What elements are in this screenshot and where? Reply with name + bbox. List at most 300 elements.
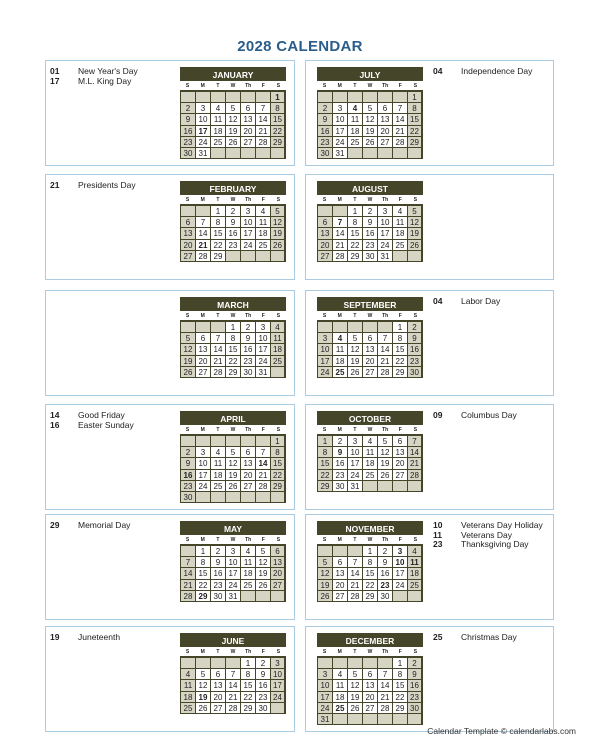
day-grid	[317, 545, 423, 602]
day-cell	[347, 92, 362, 103]
day-cell: 18	[270, 344, 285, 355]
day-cell: 13	[317, 228, 332, 239]
weekday-header	[317, 425, 423, 435]
day-cell: 10	[195, 458, 210, 469]
day-cell	[225, 92, 240, 103]
day-cell	[195, 658, 210, 669]
weekday-label: M	[332, 535, 347, 545]
day-cell: 3	[195, 447, 210, 458]
weekday-label: M	[195, 647, 210, 657]
day-cell: 27	[270, 580, 285, 591]
day-cell: 10	[347, 447, 362, 458]
holiday-item	[433, 297, 500, 307]
day-cell: 25	[392, 240, 407, 251]
day-cell: 8	[347, 217, 362, 228]
day-cell: 31	[347, 481, 362, 492]
day-cell: 31	[332, 148, 347, 159]
day-cell: 16	[225, 228, 240, 239]
day-cell: 14	[347, 568, 362, 579]
weekday-label: S	[408, 81, 423, 91]
day-cell: 2	[377, 546, 392, 557]
day-cell: 12	[195, 680, 210, 691]
day-cell: 1	[347, 206, 362, 217]
holiday-list	[50, 411, 134, 430]
day-cell: 25	[210, 137, 225, 148]
day-cell	[332, 322, 347, 333]
weekday-label: T	[347, 647, 362, 657]
day-cell: 8	[270, 103, 285, 114]
day-cell: 22	[270, 470, 285, 481]
day-cell: 29	[210, 251, 225, 262]
day-cell: 7	[377, 669, 392, 680]
day-cell: 7	[210, 333, 225, 344]
day-cell: 20	[377, 126, 392, 137]
holiday-item	[50, 181, 136, 191]
day-cell: 15	[317, 458, 332, 469]
day-cell: 24	[377, 240, 392, 251]
day-cell: 15	[392, 344, 407, 355]
day-cell: 16	[210, 568, 225, 579]
day-cell: 28	[407, 470, 422, 481]
day-cell: 27	[210, 703, 225, 714]
weekday-label: S	[317, 425, 332, 435]
day-cell: 19	[195, 692, 210, 703]
weekday-label: T	[210, 647, 225, 657]
weekday-label: F	[256, 195, 271, 205]
day-cell: 28	[210, 367, 225, 378]
day-cell: 8	[270, 447, 285, 458]
day-cell: 26	[180, 367, 195, 378]
day-cell: 15	[225, 344, 240, 355]
weekday-header	[180, 647, 286, 657]
day-cell: 20	[362, 356, 377, 367]
day-cell: 24	[392, 580, 407, 591]
day-cell: 21	[255, 126, 270, 137]
day-cell: 24	[195, 481, 210, 492]
weekday-label: M	[195, 195, 210, 205]
day-cell: 28	[255, 481, 270, 492]
holiday-name: Good Friday	[78, 410, 125, 420]
day-cell: 9	[255, 669, 270, 680]
day-cell: 17	[240, 228, 255, 239]
day-cell: 2	[225, 206, 240, 217]
day-cell: 19	[270, 228, 285, 239]
day-cell: 4	[210, 103, 225, 114]
day-grid	[180, 91, 286, 159]
day-cell: 23	[255, 692, 270, 703]
day-cell: 2	[210, 546, 225, 557]
day-cell: 25	[240, 580, 255, 591]
weekday-label: S	[271, 81, 286, 91]
weekday-label: W	[362, 311, 377, 321]
holiday-item	[50, 633, 120, 643]
month-name: MAY	[180, 521, 286, 535]
day-cell: 22	[270, 126, 285, 137]
day-cell: 17	[195, 126, 210, 137]
day-cell: 15	[210, 228, 225, 239]
page-title: 2028 CALENDAR	[237, 38, 363, 55]
holiday-name: Thanksgiving Day	[461, 539, 529, 550]
day-cell: 11	[180, 680, 195, 691]
day-cell: 23	[332, 470, 347, 481]
day-cell: 28	[255, 137, 270, 148]
day-cell: 6	[270, 546, 285, 557]
day-cell	[240, 251, 255, 262]
day-cell: 12	[347, 344, 362, 355]
weekday-label: Th	[241, 425, 256, 435]
day-cell: 29	[362, 591, 377, 602]
day-cell: 12	[180, 344, 195, 355]
day-cell: 14	[255, 114, 270, 125]
day-cell	[225, 436, 240, 447]
day-cell	[377, 92, 392, 103]
day-cell: 25	[332, 367, 347, 378]
day-cell: 6	[332, 557, 347, 568]
day-cell: 30	[362, 251, 377, 262]
weekday-label: S	[408, 195, 423, 205]
weekday-label: T	[347, 535, 362, 545]
day-cell: 3	[240, 206, 255, 217]
day-cell: 27	[362, 367, 377, 378]
day-cell	[347, 714, 362, 725]
weekday-label: T	[210, 425, 225, 435]
day-cell: 2	[362, 206, 377, 217]
day-cell: 5	[180, 333, 195, 344]
day-cell: 5	[195, 669, 210, 680]
holiday-item	[433, 411, 517, 421]
day-cell: 16	[377, 568, 392, 579]
day-cell: 8	[225, 333, 240, 344]
month-name: SEPTEMBER	[317, 297, 423, 311]
weekday-label: S	[408, 311, 423, 321]
day-cell: 2	[407, 322, 422, 333]
day-cell: 9	[317, 114, 332, 125]
day-cell: 19	[317, 580, 332, 591]
day-cell: 9	[225, 217, 240, 228]
day-cell: 24	[255, 356, 270, 367]
day-cell: 23	[225, 240, 240, 251]
day-cell: 15	[240, 680, 255, 691]
weekday-label: M	[332, 311, 347, 321]
day-cell: 16	[255, 680, 270, 691]
day-cell: 2	[317, 103, 332, 114]
day-cell: 25	[180, 703, 195, 714]
day-cell: 4	[210, 447, 225, 458]
weekday-label: S	[271, 195, 286, 205]
weekday-label: W	[362, 535, 377, 545]
weekday-label: W	[225, 647, 240, 657]
day-cell: 3	[195, 103, 210, 114]
day-cell: 15	[407, 114, 422, 125]
weekday-label: Th	[241, 535, 256, 545]
day-cell: 26	[407, 240, 422, 251]
day-cell	[225, 658, 240, 669]
day-cell	[377, 481, 392, 492]
day-cell	[377, 714, 392, 725]
day-cell: 1	[392, 658, 407, 669]
day-cell: 23	[210, 580, 225, 591]
weekday-label: F	[256, 425, 271, 435]
day-cell: 7	[332, 217, 347, 228]
day-cell: 14	[225, 680, 240, 691]
day-cell: 12	[347, 680, 362, 691]
day-cell: 6	[362, 669, 377, 680]
day-cell	[317, 658, 332, 669]
holiday-name: Labor Day	[461, 296, 501, 306]
holiday-date: 09	[433, 410, 443, 420]
day-cell: 21	[347, 580, 362, 591]
day-grid	[180, 435, 286, 503]
day-cell: 18	[240, 568, 255, 579]
holiday-date: 19	[50, 632, 60, 642]
weekday-label: Th	[241, 311, 256, 321]
day-cell: 1	[270, 92, 285, 103]
day-cell	[317, 546, 332, 557]
day-cell	[195, 322, 210, 333]
day-cell: 10	[255, 333, 270, 344]
holiday-date: 11	[433, 529, 442, 540]
day-cell: 27	[180, 251, 195, 262]
day-cell: 24	[270, 692, 285, 703]
day-cell: 13	[377, 114, 392, 125]
day-cell	[195, 492, 210, 503]
day-cell: 5	[407, 206, 422, 217]
day-cell: 22	[210, 240, 225, 251]
day-cell: 5	[225, 447, 240, 458]
day-cell: 8	[392, 333, 407, 344]
day-cell: 3	[392, 546, 407, 557]
holiday-date: 23	[433, 539, 443, 550]
weekday-header	[180, 195, 286, 205]
day-cell: 2	[332, 436, 347, 447]
day-cell: 31	[255, 367, 270, 378]
holiday-date: 29	[50, 520, 60, 530]
month-name: JULY	[317, 67, 423, 81]
footer-credit: Calendar Template © calendarlabs.com	[427, 726, 576, 736]
day-cell: 17	[255, 344, 270, 355]
day-cell	[195, 206, 210, 217]
day-cell: 19	[255, 568, 270, 579]
day-cell: 13	[210, 680, 225, 691]
weekday-label: S	[408, 535, 423, 545]
day-cell: 3	[255, 322, 270, 333]
day-cell: 22	[225, 356, 240, 367]
day-cell: 8	[210, 217, 225, 228]
day-cell: 2	[240, 322, 255, 333]
day-cell: 3	[347, 436, 362, 447]
day-cell	[225, 492, 240, 503]
day-cell: 7	[347, 557, 362, 568]
holiday-item	[433, 633, 517, 643]
weekday-label: Th	[378, 311, 393, 321]
day-cell: 27	[317, 251, 332, 262]
day-cell: 16	[180, 126, 195, 137]
month-calendar	[180, 521, 286, 602]
weekday-label: M	[195, 535, 210, 545]
day-cell: 6	[317, 217, 332, 228]
day-cell: 7	[255, 447, 270, 458]
day-cell: 23	[240, 356, 255, 367]
month-calendar	[180, 411, 286, 503]
day-cell: 19	[225, 126, 240, 137]
weekday-label: Th	[378, 535, 393, 545]
day-cell: 13	[332, 568, 347, 579]
day-cell: 18	[407, 568, 422, 579]
day-cell: 14	[180, 568, 195, 579]
day-cell	[180, 546, 195, 557]
day-cell: 23	[180, 137, 195, 148]
day-cell: 4	[180, 669, 195, 680]
holiday-name: Independence Day	[461, 66, 533, 76]
day-cell: 10	[377, 217, 392, 228]
day-cell: 10	[225, 557, 240, 568]
day-cell: 15	[270, 114, 285, 125]
day-grid	[180, 205, 286, 262]
month-calendar	[317, 297, 423, 378]
day-cell: 31	[377, 251, 392, 262]
day-cell: 22	[347, 240, 362, 251]
weekday-label: S	[271, 647, 286, 657]
day-cell	[210, 492, 225, 503]
day-cell	[377, 658, 392, 669]
day-cell: 27	[240, 137, 255, 148]
holiday-item	[433, 540, 543, 550]
day-cell: 22	[240, 692, 255, 703]
day-cell: 15	[362, 568, 377, 579]
day-cell	[210, 658, 225, 669]
day-cell: 14	[377, 344, 392, 355]
day-grid	[317, 321, 423, 378]
day-cell: 20	[317, 240, 332, 251]
day-cell: 10	[240, 217, 255, 228]
weekday-label: T	[210, 311, 225, 321]
month-name: DECEMBER	[317, 633, 423, 647]
holiday-list	[433, 297, 500, 307]
day-cell: 27	[332, 591, 347, 602]
weekday-header	[317, 195, 423, 205]
day-cell: 23	[377, 580, 392, 591]
weekday-label: F	[393, 425, 408, 435]
day-cell: 11	[332, 680, 347, 691]
day-cell: 20	[332, 580, 347, 591]
day-cell: 12	[225, 114, 240, 125]
day-cell: 17	[347, 458, 362, 469]
weekday-label: W	[362, 81, 377, 91]
holiday-list	[433, 521, 543, 550]
day-cell	[377, 322, 392, 333]
weekday-header	[180, 311, 286, 321]
weekday-label: T	[347, 81, 362, 91]
day-cell: 8	[240, 669, 255, 680]
day-cell	[317, 322, 332, 333]
day-cell: 3	[317, 333, 332, 344]
day-cell: 14	[210, 344, 225, 355]
day-cell: 1	[225, 322, 240, 333]
holiday-date: 10	[433, 520, 443, 530]
day-cell: 28	[347, 591, 362, 602]
day-cell	[347, 658, 362, 669]
weekday-label: F	[256, 311, 271, 321]
day-cell: 12	[362, 114, 377, 125]
weekday-label: M	[332, 195, 347, 205]
day-cell: 3	[270, 658, 285, 669]
day-cell: 7	[407, 436, 422, 447]
day-cell: 18	[210, 126, 225, 137]
day-cell: 8	[195, 557, 210, 568]
day-cell: 11	[240, 557, 255, 568]
day-cell	[407, 481, 422, 492]
day-cell: 9	[210, 557, 225, 568]
holiday-name: New Year's Day	[78, 66, 138, 76]
weekday-label: S	[271, 535, 286, 545]
month-name: JANUARY	[180, 67, 286, 81]
day-cell: 10	[317, 680, 332, 691]
day-cell: 6	[195, 333, 210, 344]
day-cell: 31	[317, 714, 332, 725]
day-cell: 15	[195, 568, 210, 579]
day-cell	[362, 148, 377, 159]
holiday-name: M.L. King Day	[78, 75, 132, 86]
day-cell: 10	[317, 344, 332, 355]
day-cell: 30	[210, 591, 225, 602]
holiday-list	[433, 67, 532, 77]
day-cell: 11	[210, 114, 225, 125]
weekday-header	[180, 81, 286, 91]
holiday-name: Veterans Day	[461, 529, 513, 540]
holiday-date: 14	[50, 410, 60, 420]
day-cell: 5	[255, 546, 270, 557]
day-cell: 9	[377, 557, 392, 568]
day-cell: 27	[240, 481, 255, 492]
day-cell: 1	[240, 658, 255, 669]
holiday-list	[50, 67, 138, 86]
weekday-label: W	[225, 535, 240, 545]
day-cell: 11	[210, 458, 225, 469]
day-cell	[392, 481, 407, 492]
weekday-label: Th	[378, 195, 393, 205]
day-cell: 4	[407, 546, 422, 557]
day-cell: 13	[240, 458, 255, 469]
month-calendar	[317, 521, 423, 602]
day-grid	[317, 435, 423, 492]
weekday-label: F	[393, 195, 408, 205]
weekday-label: W	[362, 195, 377, 205]
day-cell: 25	[332, 703, 347, 714]
day-cell: 11	[332, 344, 347, 355]
day-cell: 28	[377, 367, 392, 378]
day-cell: 13	[270, 557, 285, 568]
day-cell: 21	[377, 692, 392, 703]
day-cell	[240, 492, 255, 503]
day-cell: 23	[180, 481, 195, 492]
day-cell: 12	[377, 447, 392, 458]
weekday-label: S	[180, 81, 195, 91]
day-grid	[180, 545, 286, 602]
month-calendar	[180, 633, 286, 714]
day-cell: 2	[255, 658, 270, 669]
weekday-label: S	[180, 647, 195, 657]
month-calendar	[180, 67, 286, 159]
day-cell: 8	[407, 103, 422, 114]
day-cell: 30	[332, 481, 347, 492]
day-cell	[270, 367, 285, 378]
day-cell: 23	[362, 240, 377, 251]
day-cell	[270, 703, 285, 714]
day-cell: 8	[317, 447, 332, 458]
day-cell: 17	[225, 568, 240, 579]
day-cell: 18	[210, 470, 225, 481]
day-cell: 28	[180, 591, 195, 602]
